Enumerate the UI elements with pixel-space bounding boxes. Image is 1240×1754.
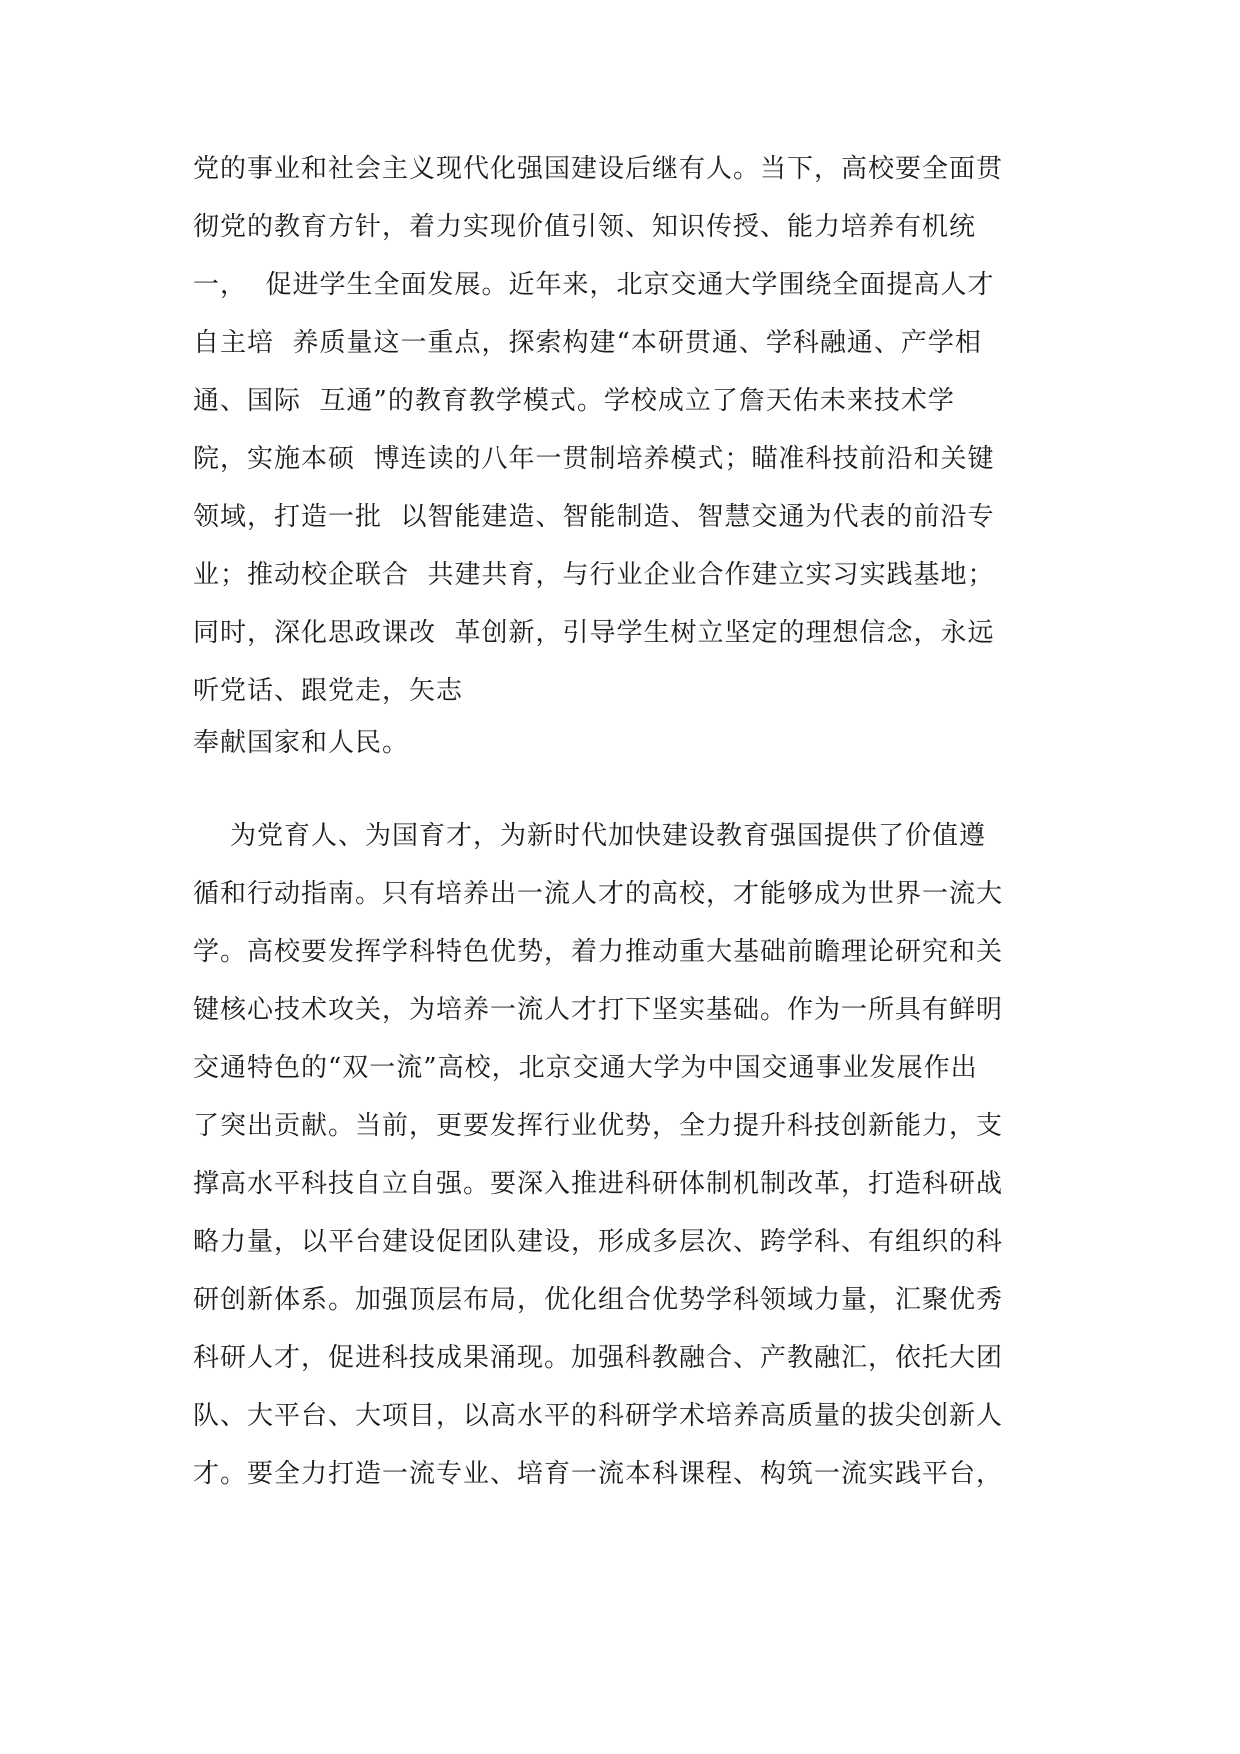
paragraph-2-line-8: 略力量，以平台建设促团队建设，形成多层次、跨学科、有组织的科 (193, 1227, 1004, 1257)
paragraph-2-line-12: 才。要全力打造一流专业、培育一流本科课程、构筑一流实践平台， (193, 1459, 1004, 1489)
paragraph-2-line-6: 了突出贡献。当前，更要发挥行业优势，全力提升科技创新能力，支 (193, 1111, 1004, 1141)
paragraph-1-line-1: 党的事业和社会主义现代化强国建设后继有人。当下，高校要全面贯 (193, 154, 1004, 184)
paragraph-1-line-2: 彻党的教育方针，着力实现价值引领、知识传授、能力培养有机统 (193, 212, 977, 242)
paragraph-2-line-11: 队、大平台、大项目，以高水平的科研学术培养高质量的拔尖创新人 (193, 1401, 1004, 1431)
paragraph-2-line-7: 撑高水平科技自立自强。要深入推进科研体制机制改革，打造科研战 (193, 1169, 1004, 1199)
paragraph-1-line-6: 院，实施本硕 博连读的八年一贯制培养模式；瞄准科技前沿和关键 (193, 444, 995, 474)
paragraph-1-line-10: 听党话、跟党走，矢志 (193, 676, 464, 706)
paragraph-1-line-7: 领域，打造一批 以智能建造、智能制造、智慧交通为代表的前沿专 (193, 502, 995, 532)
paragraph-2-line-2: 循和行动指南。只有培养出一流人才的高校，才能够成为世界一流大 (193, 879, 1004, 909)
paragraph-1-line-9: 同时，深化思政课改 革创新，引导学生树立坚定的理想信念，永远 (193, 618, 995, 648)
paragraph-2-line-10: 科研人才，促进科技成果涌现。加强科教融合、产教融汇，依托大团 (193, 1343, 1004, 1373)
paragraph-1-line-8: 业；推动校企联合 共建共育，与行业企业合作建立实习实践基地； (193, 560, 995, 590)
paragraph-2-line-5: 交通特色的“双一流”高校，北京交通大学为中国交通事业发展作出 (193, 1053, 978, 1083)
paragraph-2-line-4: 键核心技术攻关，为培养一流人才打下坚实基础。作为一所具有鲜明 (193, 995, 1004, 1025)
paragraph-1-line-11: 奉献国家和人民。 (193, 728, 410, 758)
paragraph-1-line-5: 通、国际 互通”的教育教学模式。学校成立了詹天佑未来技术学 (193, 386, 955, 416)
paragraph-1-line-4: 自主培 养质量这一重点，探索构建“本研贯通、学科融通、产学相 (193, 328, 982, 358)
paragraph-2-line-3: 学。高校要发挥学科特色优势，着力推动重大基础前瞻理论研究和关 (193, 937, 1004, 967)
paragraph-2-line-9: 研创新体系。加强顶层布局，优化组合优势学科领域力量，汇聚优秀 (193, 1285, 1004, 1315)
paragraph-2-line-1: 为党育人、为国育才，为新时代加快建设教育强国提供了价值遵 (193, 821, 987, 851)
paragraph-1-line-3: 一， 促进学生全面发展。近年来，北京交通大学围绕全面提高人才 (193, 270, 995, 300)
